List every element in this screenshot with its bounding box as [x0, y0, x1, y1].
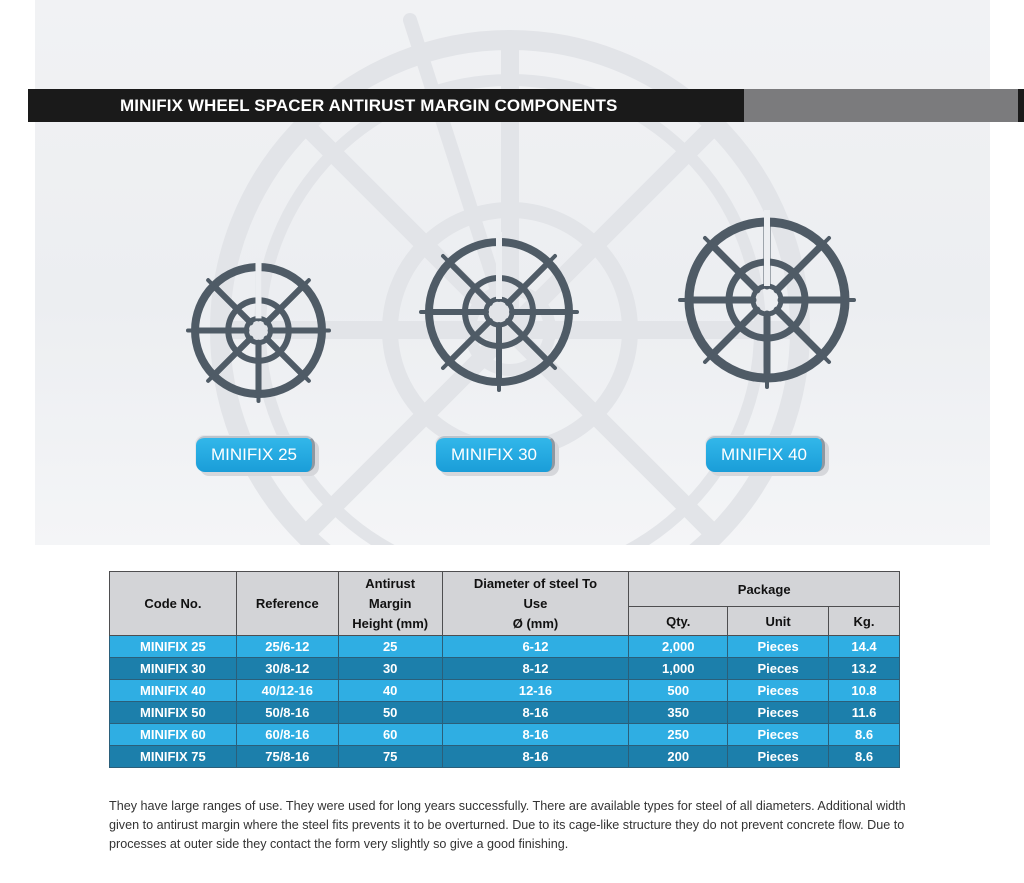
minifix-30-wheel-icon [419, 232, 579, 392]
cell-unit: Pieces [728, 702, 829, 724]
header-qty: Qty. [629, 607, 728, 636]
minifix-40-label: MINIFIX 40 [706, 436, 825, 472]
cell-reference: 30/8-12 [236, 658, 338, 680]
cell-code: MINIFIX 60 [110, 724, 237, 746]
cell-diameter: 6-12 [442, 636, 629, 658]
cell-code: MINIFIX 25 [110, 636, 237, 658]
cell-code: MINIFIX 50 [110, 702, 237, 724]
cell-unit: Pieces [728, 636, 829, 658]
cell-height: 75 [338, 746, 442, 768]
banner-grey-segment [744, 89, 1018, 122]
minifix-25-label: MINIFIX 25 [196, 436, 315, 472]
product-description: They have large ranges of use. They were used for long years successfully. There are available types for steel of all diameters. Additional width given to antirust margin where the steel fits prevents it to be overturned. Due to its cage-like structure they do not prevent concrete flow. Due to processes at outer side they contact the form very slightly so give a good finishing. [109, 799, 906, 851]
cell-reference: 40/12-16 [236, 680, 338, 702]
cell-qty: 250 [629, 724, 728, 746]
table-row [110, 636, 900, 658]
cell-kg: 10.8 [829, 680, 900, 702]
cell-qty: 200 [629, 746, 728, 768]
banner-end-cap [1018, 89, 1024, 122]
cell-unit: Pieces [728, 746, 829, 768]
minifix-25-wheel-icon [186, 258, 331, 403]
header-antirust-line3: Height (mm) [352, 615, 429, 631]
header-antirust-line2: Margin [368, 595, 412, 611]
table-row [110, 658, 900, 680]
cell-unit: Pieces [728, 658, 829, 680]
page-title: MINIFIX WHEEL SPACER ANTIRUST MARGIN COMPONENTS [120, 96, 618, 115]
cell-unit: Pieces [728, 680, 829, 702]
cell-code: MINIFIX 40 [110, 680, 237, 702]
cell-reference: 50/8-16 [236, 702, 338, 724]
header-package: Package [629, 572, 900, 607]
table-row [110, 680, 900, 702]
cell-reference: 25/6-12 [236, 636, 338, 658]
title-banner [28, 89, 1008, 122]
header-diameter-line1: Diameter of steel To [473, 575, 598, 591]
cell-reference: 60/8-16 [236, 724, 338, 746]
minifix-30-label: MINIFIX 30 [436, 436, 555, 472]
cell-height: 30 [338, 658, 442, 680]
header-reference: Reference [236, 572, 338, 636]
cell-unit: Pieces [728, 724, 829, 746]
cell-qty: 500 [629, 680, 728, 702]
cell-reference: 75/8-16 [236, 746, 338, 768]
cell-diameter: 8-16 [442, 702, 629, 724]
header-diameter-line2: Use [523, 595, 548, 611]
table-row [110, 746, 900, 768]
cell-kg: 8.6 [829, 724, 900, 746]
header-unit: Unit [728, 607, 829, 636]
cell-diameter: 8-12 [442, 658, 629, 680]
cell-code: MINIFIX 30 [110, 658, 237, 680]
cell-kg: 13.2 [829, 658, 900, 680]
header-diameter-line3: Ø (mm) [512, 615, 559, 631]
cell-kg: 8.6 [829, 746, 900, 768]
cell-qty: 350 [629, 702, 728, 724]
cell-diameter: 12-16 [442, 680, 629, 702]
cell-code: MINIFIX 75 [110, 746, 237, 768]
table-row [110, 702, 900, 724]
cell-height: 40 [338, 680, 442, 702]
table-row [110, 724, 900, 746]
cell-diameter: 8-16 [442, 746, 629, 768]
specification-table [109, 571, 900, 768]
cell-qty: 1,000 [629, 658, 728, 680]
cell-height: 60 [338, 724, 442, 746]
header-code: Code No. [110, 572, 237, 636]
header-antirust-line1: Antirust [365, 575, 416, 591]
cell-diameter: 8-16 [442, 724, 629, 746]
header-kg: Kg. [829, 607, 900, 636]
header-antirust-height [338, 572, 442, 636]
header-diameter [442, 572, 629, 636]
cell-kg: 11.6 [829, 702, 900, 724]
cell-kg: 14.4 [829, 636, 900, 658]
cell-height: 25 [338, 636, 442, 658]
cell-height: 50 [338, 702, 442, 724]
cell-qty: 2,000 [629, 636, 728, 658]
minifix-40-wheel-icon [677, 210, 857, 390]
